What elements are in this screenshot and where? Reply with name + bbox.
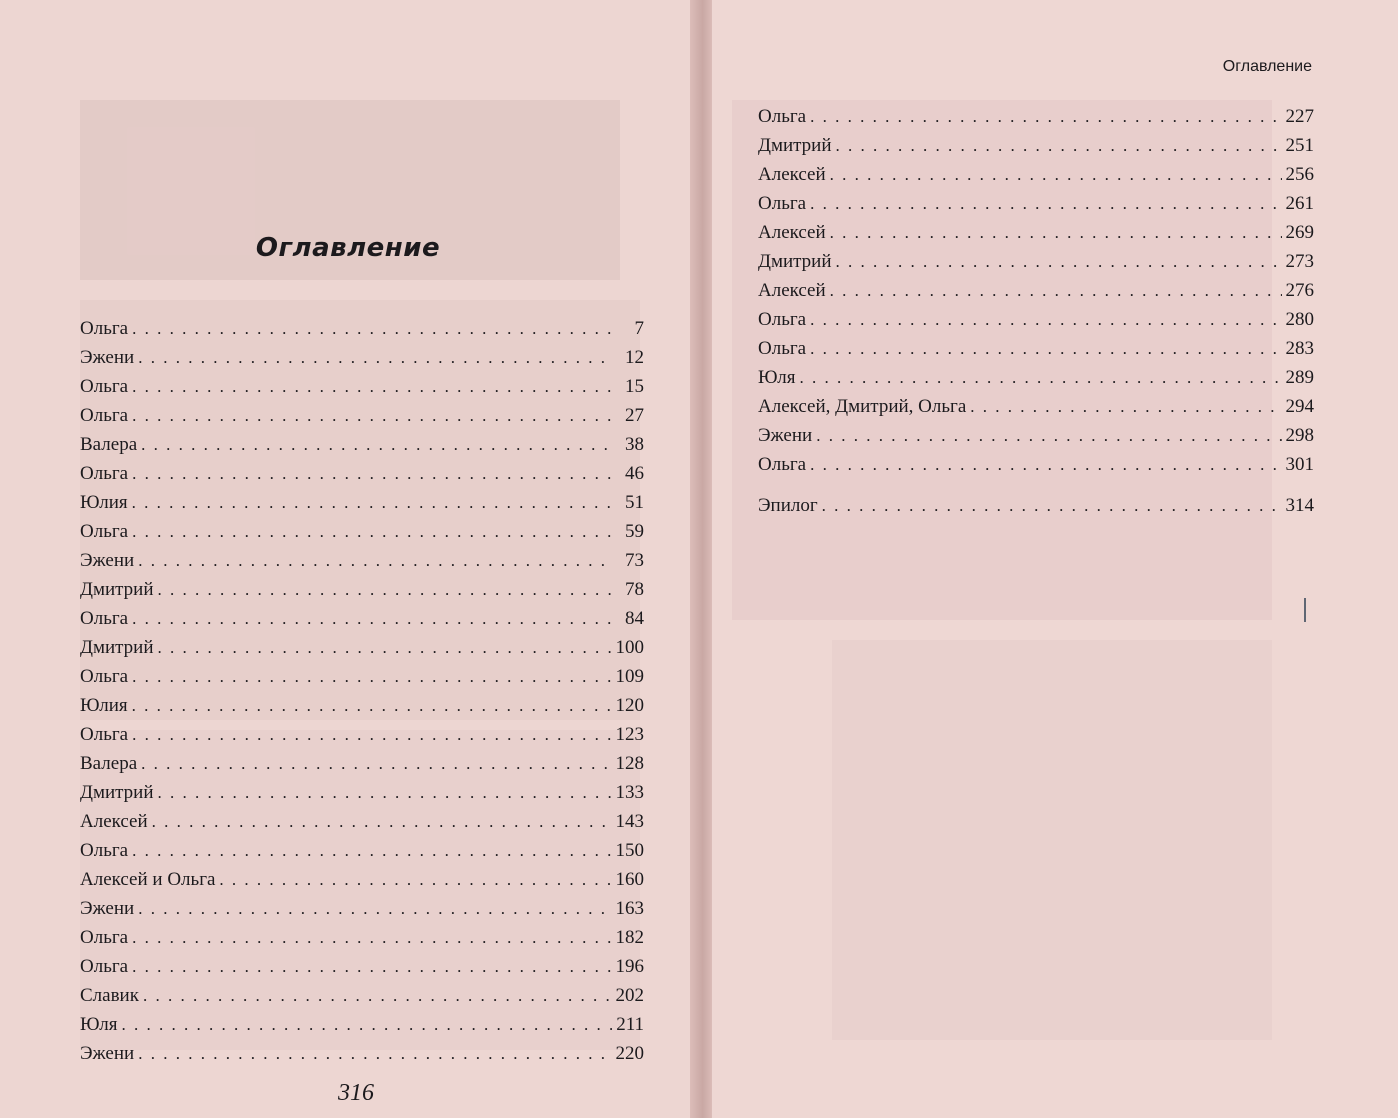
toc-entry (758, 450, 1314, 479)
toc-entry-title: Ольга (758, 337, 807, 359)
toc-entry-page: 38 (625, 433, 644, 455)
toc-entry-title: Дмитрий (758, 134, 832, 156)
toc-entry-title: Юлия (80, 694, 128, 716)
toc-entry-page: 227 (1285, 105, 1314, 127)
toc-entry-page: 100 (615, 636, 644, 658)
toc-entry-page: 78 (625, 578, 644, 600)
toc-entry (758, 276, 1314, 305)
toc-entry-page: 182 (615, 926, 644, 948)
toc-entry-title: Юля (758, 366, 796, 388)
toc-entry (80, 1010, 644, 1039)
toc-entry-title: Алексей (758, 221, 826, 243)
toc-entry-page: 202 (615, 984, 644, 1006)
toc-entry-page: 7 (634, 317, 644, 339)
toc-entry-title: Ольга (758, 105, 807, 127)
dot-leader (816, 426, 1282, 446)
dot-leader (138, 348, 612, 368)
dot-leader (132, 841, 612, 861)
toc-entry (80, 952, 644, 981)
dot-leader (152, 812, 612, 832)
toc-entry-page: 59 (625, 520, 644, 542)
toc-entry-page: 301 (1285, 453, 1314, 475)
toc-entry-page: 294 (1285, 395, 1314, 417)
toc-entry (758, 421, 1314, 450)
toc-entry-page: 15 (625, 375, 644, 397)
toc-entry (80, 604, 644, 633)
dot-leader (836, 252, 1282, 272)
toc-entry-page: 109 (615, 665, 644, 687)
toc-entry-page: 150 (615, 839, 644, 861)
dot-leader (141, 435, 612, 455)
toc-entry (758, 392, 1314, 421)
dot-leader (132, 464, 612, 484)
toc-entry (80, 1039, 644, 1068)
toc-entry-page: 261 (1285, 192, 1314, 214)
toc-entry-title: Дмитрий (80, 781, 154, 803)
dot-leader (219, 870, 612, 890)
toc-entry-page: 220 (615, 1042, 644, 1064)
toc-entry-title: Эжени (80, 1042, 135, 1064)
toc-entry (80, 923, 644, 952)
toc-entry-page: 123 (615, 723, 644, 745)
toc-entry (758, 305, 1314, 334)
toc-entry-title: Ольга (80, 607, 129, 629)
toc-entry-page: 283 (1285, 337, 1314, 359)
toc-entry-title: Алексей (758, 163, 826, 185)
toc-entry-page: 84 (625, 607, 644, 629)
toc-entry-page: 51 (625, 491, 644, 513)
dot-leader (132, 957, 612, 977)
toc-entry-page: 251 (1285, 134, 1314, 156)
toc-entry-title: Ольга (758, 453, 807, 475)
dot-leader (132, 696, 612, 716)
toc-entry-page: 27 (625, 404, 644, 426)
toc-entry-title: Дмитрий (80, 578, 154, 600)
dot-leader (830, 165, 1282, 185)
toc-entry-page: 160 (615, 868, 644, 890)
toc-entry (758, 131, 1314, 160)
left-page (0, 0, 696, 1118)
toc-entry-title: Ольга (80, 462, 129, 484)
dot-leader (800, 368, 1283, 388)
dot-leader (122, 1015, 613, 1035)
toc-list-right (758, 102, 1314, 520)
toc-entry (80, 778, 644, 807)
toc-entry (80, 633, 644, 662)
dot-leader (158, 638, 612, 658)
toc-entry-page: 133 (615, 781, 644, 803)
toc-entry (80, 691, 644, 720)
toc-entry-page: 280 (1285, 308, 1314, 330)
dot-leader (132, 493, 612, 513)
toc-entry (80, 430, 644, 459)
dot-leader (143, 986, 612, 1006)
toc-entry-title: Алексей и Ольга (80, 868, 216, 890)
toc-entry (758, 334, 1314, 363)
toc-entry (80, 894, 644, 923)
toc-entry-page: 289 (1285, 366, 1314, 388)
toc-entry-page: 46 (625, 462, 644, 484)
toc-entry-title: Дмитрий (80, 636, 154, 658)
toc-entry-page: 143 (615, 810, 644, 832)
toc-entry-title: Ольга (80, 955, 129, 977)
toc-entry-page: 211 (616, 1013, 644, 1035)
toc-entry (80, 372, 644, 401)
dot-leader (810, 310, 1282, 330)
dot-leader (132, 667, 612, 687)
toc-entry (80, 981, 644, 1010)
toc-entry-epilog (758, 491, 1314, 520)
toc-entry (758, 218, 1314, 247)
toc-entry-page: 314 (1285, 494, 1314, 516)
toc-entry-title: Эжени (80, 549, 135, 571)
dot-leader (810, 339, 1282, 359)
toc-entry-title: Эжени (80, 346, 135, 368)
toc-entry (80, 575, 644, 604)
dot-leader (132, 522, 612, 542)
toc-entry (80, 836, 644, 865)
toc-entry (80, 546, 644, 575)
toc-entry-page: 269 (1285, 221, 1314, 243)
toc-entry-title: Ольга (80, 926, 129, 948)
toc-entry-title: Юля (80, 1013, 118, 1035)
toc-entry-title: Дмитрий (758, 250, 832, 272)
dot-leader (822, 496, 1282, 516)
toc-entry (758, 160, 1314, 189)
toc-entry (758, 102, 1314, 131)
dot-leader (830, 223, 1282, 243)
dot-leader (138, 1044, 612, 1064)
dot-leader (830, 281, 1282, 301)
toc-entry-title: Ольга (80, 839, 129, 861)
toc-entry (758, 247, 1314, 276)
toc-entry-page: 256 (1285, 163, 1314, 185)
toc-entry (80, 459, 644, 488)
toc-entry-title: Ольга (80, 317, 129, 339)
toc-entry (80, 517, 644, 546)
toc-entry-title: Эжени (80, 897, 135, 919)
dot-leader (970, 397, 1282, 417)
toc-entry-page: 196 (615, 955, 644, 977)
toc-entry (80, 343, 644, 372)
toc-entry-title: Эжени (758, 424, 813, 446)
margin-mark (1304, 598, 1306, 622)
toc-list-left (80, 314, 644, 1068)
toc-entry-page: 163 (615, 897, 644, 919)
toc-entry-title: Валера (80, 433, 138, 455)
toc-entry-page: 73 (625, 549, 644, 571)
toc-entry-page: 273 (1285, 250, 1314, 272)
dot-leader (132, 928, 612, 948)
toc-entry-page: 276 (1285, 279, 1314, 301)
toc-entry (80, 662, 644, 691)
dot-leader (132, 725, 612, 745)
dot-leader (138, 551, 612, 571)
dot-leader (836, 136, 1282, 156)
toc-entry-page: 128 (615, 752, 644, 774)
toc-entry (80, 720, 644, 749)
dot-leader (158, 783, 612, 803)
show-through-text (832, 640, 1272, 1040)
toc-entry-title: Ольга (80, 404, 129, 426)
toc-entry-page: 298 (1285, 424, 1314, 446)
toc-title: Оглавление (255, 233, 441, 264)
toc-entry-title: Алексей (80, 810, 148, 832)
toc-entry (80, 401, 644, 430)
dot-leader (141, 754, 612, 774)
toc-entry-page: 12 (625, 346, 644, 368)
dot-leader (132, 406, 612, 426)
toc-entry-title: Валера (80, 752, 138, 774)
toc-entry-title: Алексей, Дмитрий, Ольга (758, 395, 967, 417)
toc-entry (758, 189, 1314, 218)
toc-entry-title: Ольга (80, 520, 129, 542)
dot-leader (132, 319, 612, 339)
dot-leader (810, 107, 1282, 127)
page-number: 316 (338, 1080, 374, 1106)
toc-entry-page: 120 (615, 694, 644, 716)
toc-entry-title: Алексей (758, 279, 826, 301)
dot-leader (810, 194, 1282, 214)
running-header: Оглавление (1222, 58, 1312, 75)
toc-entry-title: Ольга (758, 192, 807, 214)
toc-entry-title: Эпилог (758, 494, 818, 516)
dot-leader (132, 377, 612, 397)
toc-entry (80, 488, 644, 517)
toc-entry-title: Ольга (80, 375, 129, 397)
toc-entry-title: Ольга (80, 723, 129, 745)
dot-leader (158, 580, 612, 600)
toc-entry-title: Ольга (758, 308, 807, 330)
toc-entry (80, 807, 644, 836)
toc-entry-title: Славик (80, 984, 139, 1006)
toc-entry (758, 363, 1314, 392)
toc-entry (80, 314, 644, 343)
toc-entry (80, 749, 644, 778)
dot-leader (138, 899, 612, 919)
dot-leader (810, 455, 1282, 475)
dot-leader (132, 609, 612, 629)
toc-entry-title: Ольга (80, 665, 129, 687)
toc-entry-title: Юлия (80, 491, 128, 513)
toc-entry (80, 865, 644, 894)
